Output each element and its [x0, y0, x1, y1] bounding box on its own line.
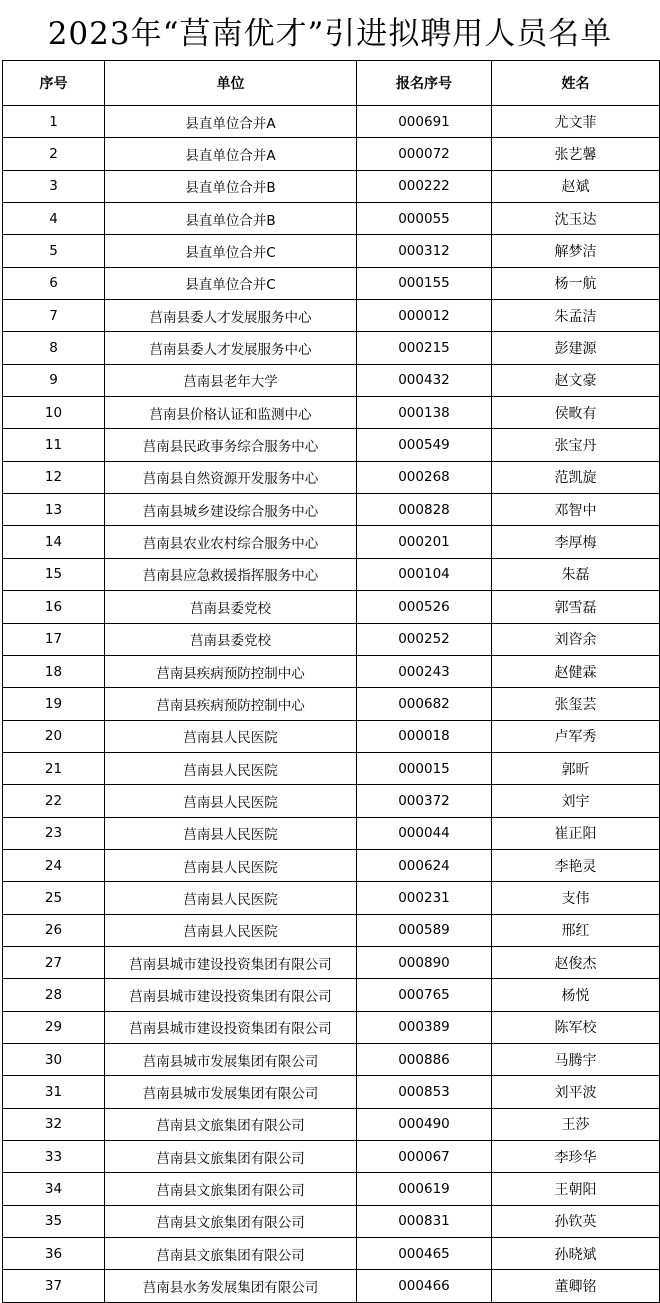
cell-unit: 莒南县城乡建设综合服务中心: [105, 494, 357, 526]
cell-unit: 莒南县人民医院: [105, 882, 357, 914]
cell-reg-no: 000526: [357, 591, 492, 623]
table-row: [3, 1238, 660, 1270]
cell-unit: 莒南县城市建设投资集团有限公司: [105, 979, 357, 1011]
cell-index: 32: [3, 1108, 105, 1140]
cell-reg-no: 000243: [357, 655, 492, 687]
header-index: 序号: [3, 61, 105, 106]
cell-unit: 莒南县人民医院: [105, 849, 357, 881]
cell-index: 8: [3, 332, 105, 364]
table-row: [3, 461, 660, 493]
table-row: [3, 138, 660, 170]
cell-unit: 县直单位合并B: [105, 170, 357, 202]
cell-name: 侯畋有: [492, 397, 660, 429]
table-row: [3, 979, 660, 1011]
table-row: [3, 946, 660, 978]
cell-index: 33: [3, 1141, 105, 1173]
cell-name: 郭昕: [492, 752, 660, 784]
cell-unit: 莒南县委党校: [105, 623, 357, 655]
cell-index: 22: [3, 785, 105, 817]
table-row: [3, 1270, 660, 1302]
cell-index: 2: [3, 138, 105, 170]
table-row: [3, 364, 660, 396]
cell-reg-no: 000104: [357, 558, 492, 590]
cell-name: 张玺芸: [492, 688, 660, 720]
table-row: [3, 203, 660, 235]
cell-name: 崔正阳: [492, 817, 660, 849]
cell-index: 31: [3, 1076, 105, 1108]
cell-index: 15: [3, 558, 105, 590]
cell-name: 孙晓斌: [492, 1238, 660, 1270]
cell-name: 郭雪磊: [492, 591, 660, 623]
cell-unit: 县直单位合并B: [105, 203, 357, 235]
cell-name: 马腾宇: [492, 1043, 660, 1075]
cell-index: 14: [3, 526, 105, 558]
cell-unit: 莒南县人民医院: [105, 785, 357, 817]
table-row: [3, 1076, 660, 1108]
cell-reg-no: 000886: [357, 1043, 492, 1075]
cell-name: 支伟: [492, 882, 660, 914]
cell-name: 杨悦: [492, 979, 660, 1011]
cell-name: 张宝丹: [492, 429, 660, 461]
cell-reg-no: 000155: [357, 267, 492, 299]
cell-index: 35: [3, 1205, 105, 1237]
table-body: [3, 106, 660, 1303]
table-row: [3, 882, 660, 914]
cell-name: 李厚梅: [492, 526, 660, 558]
cell-reg-no: 000432: [357, 364, 492, 396]
cell-index: 3: [3, 170, 105, 202]
cell-name: 卢军秀: [492, 720, 660, 752]
cell-name: 陈军校: [492, 1011, 660, 1043]
table-row: [3, 1173, 660, 1205]
cell-unit: 莒南县人民医院: [105, 720, 357, 752]
cell-name: 赵健霖: [492, 655, 660, 687]
cell-index: 18: [3, 655, 105, 687]
cell-name: 杨一航: [492, 267, 660, 299]
cell-unit: 莒南县价格认证和监测中心: [105, 397, 357, 429]
header-name: 姓名: [492, 61, 660, 106]
cell-unit: 莒南县水务发展集团有限公司: [105, 1270, 357, 1302]
table-row: [3, 170, 660, 202]
cell-name: 王莎: [492, 1108, 660, 1140]
cell-index: 1: [3, 106, 105, 138]
table-row: [3, 300, 660, 332]
cell-reg-no: 000389: [357, 1011, 492, 1043]
cell-name: 刘宇: [492, 785, 660, 817]
cell-reg-no: 000589: [357, 914, 492, 946]
cell-name: 彭建源: [492, 332, 660, 364]
cell-index: 13: [3, 494, 105, 526]
cell-reg-no: 000067: [357, 1141, 492, 1173]
table-row: [3, 655, 660, 687]
cell-index: 6: [3, 267, 105, 299]
cell-index: 24: [3, 849, 105, 881]
cell-index: 25: [3, 882, 105, 914]
cell-index: 34: [3, 1173, 105, 1205]
cell-reg-no: 000252: [357, 623, 492, 655]
cell-unit: 莒南县城市发展集团有限公司: [105, 1043, 357, 1075]
cell-index: 28: [3, 979, 105, 1011]
cell-reg-no: 000691: [357, 106, 492, 138]
cell-index: 17: [3, 623, 105, 655]
cell-index: 26: [3, 914, 105, 946]
cell-index: 19: [3, 688, 105, 720]
cell-reg-no: 000044: [357, 817, 492, 849]
cell-unit: 莒南县委人才发展服务中心: [105, 300, 357, 332]
cell-reg-no: 000853: [357, 1076, 492, 1108]
cell-reg-no: 000619: [357, 1173, 492, 1205]
cell-unit: 县直单位合并C: [105, 267, 357, 299]
cell-unit: 县直单位合并A: [105, 106, 357, 138]
cell-reg-no: 000018: [357, 720, 492, 752]
cell-reg-no: 000490: [357, 1108, 492, 1140]
cell-unit: 县直单位合并A: [105, 138, 357, 170]
cell-unit: 莒南县文旅集团有限公司: [105, 1205, 357, 1237]
cell-index: 12: [3, 461, 105, 493]
cell-unit: 莒南县文旅集团有限公司: [105, 1141, 357, 1173]
cell-unit: 县直单位合并C: [105, 235, 357, 267]
table-row: [3, 267, 660, 299]
table-row: [3, 397, 660, 429]
cell-reg-no: 000682: [357, 688, 492, 720]
cell-name: 李珍华: [492, 1141, 660, 1173]
cell-reg-no: 000624: [357, 849, 492, 881]
table-row: [3, 1141, 660, 1173]
cell-reg-no: 000015: [357, 752, 492, 784]
cell-name: 范凯旋: [492, 461, 660, 493]
cell-name: 邓智中: [492, 494, 660, 526]
cell-index: 29: [3, 1011, 105, 1043]
table-row: [3, 849, 660, 881]
cell-index: 4: [3, 203, 105, 235]
table-row: [3, 235, 660, 267]
cell-unit: 莒南县农业农村综合服务中心: [105, 526, 357, 558]
page-title: 2023年“莒南优才”引进拟聘用人员名单: [47, 15, 613, 52]
cell-reg-no: 000215: [357, 332, 492, 364]
cell-index: 21: [3, 752, 105, 784]
cell-unit: 莒南县委党校: [105, 591, 357, 623]
cell-unit: 莒南县城市发展集团有限公司: [105, 1076, 357, 1108]
cell-unit: 莒南县老年大学: [105, 364, 357, 396]
cell-name: 董卿铭: [492, 1270, 660, 1302]
cell-index: 23: [3, 817, 105, 849]
cell-unit: 莒南县应急救援指挥服务中心: [105, 558, 357, 590]
cell-name: 朱磊: [492, 558, 660, 590]
table-row: [3, 526, 660, 558]
cell-reg-no: 000231: [357, 882, 492, 914]
header-unit: 单位: [105, 61, 357, 106]
cell-index: 36: [3, 1238, 105, 1270]
cell-name: 赵文豪: [492, 364, 660, 396]
table-row: [3, 106, 660, 138]
cell-reg-no: 000765: [357, 979, 492, 1011]
cell-reg-no: 000466: [357, 1270, 492, 1302]
cell-name: 李艳灵: [492, 849, 660, 881]
cell-unit: 莒南县文旅集团有限公司: [105, 1108, 357, 1140]
cell-reg-no: 000828: [357, 494, 492, 526]
cell-name: 孙钦英: [492, 1205, 660, 1237]
cell-index: 20: [3, 720, 105, 752]
table-row: [3, 623, 660, 655]
cell-name: 朱孟洁: [492, 300, 660, 332]
cell-reg-no: 000012: [357, 300, 492, 332]
cell-index: 30: [3, 1043, 105, 1075]
candidate-table: [2, 60, 660, 1303]
cell-name: 邢红: [492, 914, 660, 946]
cell-unit: 莒南县城市建设投资集团有限公司: [105, 946, 357, 978]
table-row: [3, 785, 660, 817]
table-row: [3, 494, 660, 526]
cell-unit: 莒南县文旅集团有限公司: [105, 1238, 357, 1270]
cell-reg-no: 000890: [357, 946, 492, 978]
cell-name: 解梦洁: [492, 235, 660, 267]
cell-reg-no: 000055: [357, 203, 492, 235]
cell-name: 赵俊杰: [492, 946, 660, 978]
cell-index: 11: [3, 429, 105, 461]
cell-index: 10: [3, 397, 105, 429]
table-row: [3, 591, 660, 623]
cell-index: 16: [3, 591, 105, 623]
table-row: [3, 1011, 660, 1043]
table-row: [3, 1108, 660, 1140]
cell-index: 7: [3, 300, 105, 332]
cell-reg-no: 000549: [357, 429, 492, 461]
cell-reg-no: 000268: [357, 461, 492, 493]
table-row: [3, 720, 660, 752]
cell-unit: 莒南县人民医院: [105, 817, 357, 849]
cell-unit: 莒南县人民医院: [105, 752, 357, 784]
cell-unit: 莒南县委人才发展服务中心: [105, 332, 357, 364]
cell-name: 沈玉达: [492, 203, 660, 235]
cell-name: 王朝阳: [492, 1173, 660, 1205]
table-row: [3, 1205, 660, 1237]
cell-name: 刘平波: [492, 1076, 660, 1108]
table-row: [3, 688, 660, 720]
cell-reg-no: 000138: [357, 397, 492, 429]
table-row: [3, 914, 660, 946]
cell-unit: 莒南县疾病预防控制中心: [105, 655, 357, 687]
cell-unit: 莒南县人民医院: [105, 914, 357, 946]
cell-name: 刘咨余: [492, 623, 660, 655]
cell-reg-no: 000312: [357, 235, 492, 267]
cell-index: 27: [3, 946, 105, 978]
cell-unit: 莒南县文旅集团有限公司: [105, 1173, 357, 1205]
cell-reg-no: 000372: [357, 785, 492, 817]
cell-reg-no: 000222: [357, 170, 492, 202]
cell-unit: 莒南县城市建设投资集团有限公司: [105, 1011, 357, 1043]
cell-unit: 莒南县疾病预防控制中心: [105, 688, 357, 720]
table-row: [3, 752, 660, 784]
cell-index: 5: [3, 235, 105, 267]
cell-name: 尤文菲: [492, 106, 660, 138]
header-reg-no: 报名序号: [357, 61, 492, 106]
cell-reg-no: 000831: [357, 1205, 492, 1237]
table-row: [3, 332, 660, 364]
table-header-row: [3, 61, 660, 106]
table-row: [3, 429, 660, 461]
table-row: [3, 558, 660, 590]
cell-unit: 莒南县自然资源开发服务中心: [105, 461, 357, 493]
cell-name: 赵斌: [492, 170, 660, 202]
cell-index: 9: [3, 364, 105, 396]
cell-reg-no: 000072: [357, 138, 492, 170]
table-row: [3, 817, 660, 849]
cell-name: 张艺馨: [492, 138, 660, 170]
cell-reg-no: 000201: [357, 526, 492, 558]
cell-reg-no: 000465: [357, 1238, 492, 1270]
cell-index: 37: [3, 1270, 105, 1302]
cell-unit: 莒南县民政事务综合服务中心: [105, 429, 357, 461]
table-row: [3, 1043, 660, 1075]
